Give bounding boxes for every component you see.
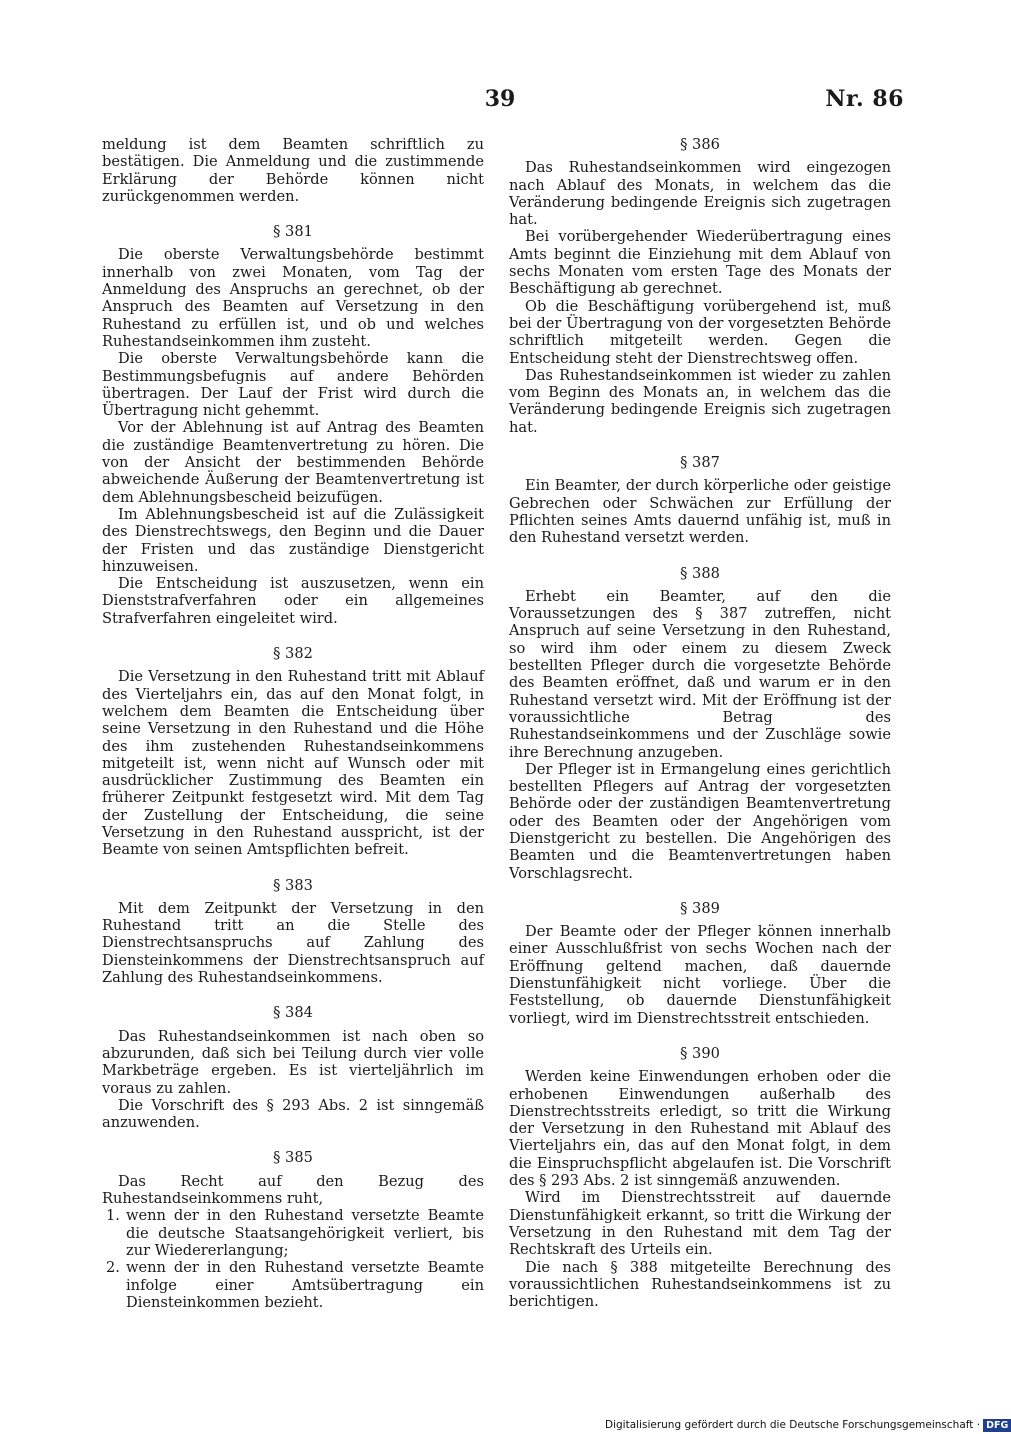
issue-number: Nr. 86 bbox=[825, 86, 904, 112]
paragraph: Die nach § 388 mitgeteilte Berechnung des voraussichtlichen Ruhestandseinkommens ist zu berichtigen. bbox=[509, 1258, 891, 1311]
paragraph: Das Ruhestandseinkommen ist nach oben so abzurunden, daß sich bei Teilung durch vier volle Markbeträge ergeben. Es ist vierteljährlich im voraus zu zahlen. bbox=[102, 1027, 484, 1097]
section-heading-382: § 382 bbox=[273, 645, 313, 663]
paragraph: Das Ruhestandseinkommen ist wieder zu zahlen vom Beginn des Monats an, in welchem das die Veränderung bedingende Ereignis sich zugetragen hat. bbox=[509, 366, 891, 436]
list-item bbox=[102, 1259, 484, 1311]
page-number: 39 bbox=[484, 86, 516, 112]
paragraph: Die Vorschrift des § 293 Abs. 2 ist sinngemäß anzuwenden. bbox=[102, 1096, 484, 1132]
digitization-footer bbox=[605, 1417, 1009, 1434]
left-column bbox=[102, 136, 484, 1311]
paragraph: Vor der Ablehnung ist auf Antrag des Beamten die zuständige Beamtenvertretung zu hören. Die von der Ansicht der bestimmenden Behörde abweichende Äußerung der Beamtenvertretung ist dem Ablehnungsbescheid beizufügen. bbox=[102, 419, 484, 506]
section-heading-390: § 390 bbox=[680, 1044, 720, 1062]
section-heading-389: § 389 bbox=[680, 899, 720, 917]
section-heading-381: § 381 bbox=[273, 223, 313, 241]
intro-paragraph: meldung ist dem Beamten schriftlich zu bestätigen. Die Anmeldung und die zustimmende Erklärung der Behörde können nicht zurückgenommen werden. bbox=[102, 136, 484, 205]
list-item-number: 2. bbox=[106, 1259, 120, 1277]
section-heading-387: § 387 bbox=[680, 454, 720, 472]
paragraph: Wird im Dienstrechtsstreit auf dauernde Dienstunfähigkeit erkannt, so tritt die Wirkung der Versetzung in den Ruhestand mit dem Tag der Rechtskraft des Urteils ein. bbox=[509, 1189, 891, 1259]
paragraph: Ob die Beschäftigung vorübergehend ist, muß bei der Übertragung von der vorgesetzten Behörde schriftlich mitgeteilt werden. Gegen die Entscheidung steht der Dienstrechtsweg offen. bbox=[509, 297, 891, 367]
paragraph: Der Pfleger ist in Ermangelung eines gerichtlich bestellten Pflegers auf Antrag der vorgesetzten Behörde oder der zuständigen Beamtenvertretung oder des Beamten oder der Angehörigen vom Dienstgericht zu bestellen. Die Angehörigen des Beamten und die Beamtenvertretungen haben Vorschlagsrecht. bbox=[509, 760, 891, 882]
paragraph: Die oberste Verwaltungsbehörde kann die Bestimmungsbefugnis auf andere Behörden übertragen. Der Lauf der Frist wird durch die Übertragung nicht gehemmt. bbox=[102, 350, 484, 420]
paragraph: Die Entscheidung ist auszusetzen, wenn ein Dienststrafverfahren oder ein allgemeines Strafverfahren eingeleitet wird. bbox=[102, 575, 484, 627]
section-heading-383: § 383 bbox=[273, 876, 313, 894]
section-heading-384: § 384 bbox=[273, 1004, 313, 1022]
section-heading-388: § 388 bbox=[680, 564, 720, 582]
paragraph: Das Recht auf den Bezug des Ruhestandseinkommens ruht, bbox=[102, 1172, 484, 1208]
paragraph: Die Versetzung in den Ruhestand tritt mit Ablauf des Vierteljahrs ein, das auf den Monat folgt, in welchem dem Beamten die Entscheidung über seine Versetzung in den Ruhestand und die Höhe des ihm zustehenden Ruhestandseinkommens mitgeteilt ist, wenn nicht auf Wunsch oder mit ausdrücklicher Zustimmung des Beamten ein früherer Zeitpunkt festgesetzt wird. Mit dem Tag der Zustellung der Entscheidung, die seine Versetzung in den Ruhestand ausspricht, ist der Beamte von seinen Amtspflichten befreit. bbox=[102, 668, 484, 859]
footer-credit-text: Digitalisierung gefördert durch die Deutsche Forschungsgemeinschaft · bbox=[605, 1419, 981, 1431]
dfg-logo: DFG bbox=[983, 1419, 1011, 1432]
paragraph: Der Beamte oder der Pfleger können innerhalb einer Ausschlußfrist von sechs Wochen nach der Eröffnung geltend machen, daß dauernde Dienstunfähigkeit nicht vorliege. Über die Feststellung, ob dauernde Dienstunfähigkeit vorliegt, wird im Dienstrechtsstreit entschieden. bbox=[509, 923, 891, 1027]
right-column bbox=[509, 136, 891, 1310]
numbered-list bbox=[102, 1207, 484, 1311]
paragraph: Werden keine Einwendungen erhoben oder die erhobenen Einwendungen außerhalb des Dienstrechtsstreits erledigt, so tritt die Wirkung der Versetzung in den Ruhestand mit Ablauf des Vierteljahrs ein, das auf den Monat folgt, in dem die Einspruchspflicht abgelaufen ist. Die Vorschrift des § 293 Abs. 2 ist sinngemäß anzuwenden. bbox=[509, 1068, 891, 1190]
paragraph: Erhebt ein Beamter, auf den die Voraussetzungen des § 387 zutreffen, nicht Anspruch auf seine Versetzung in den Ruhestand, so wird ihm oder einem zu diesem Zweck bestellten Pfleger durch die vorgesetzte Behörde des Beamten eröffnet, daß und warum er in den Ruhestand versetzt wird. Mit der Eröffnung ist der voraussichtliche Betrag des Ruhestandseinkommens und der Zuschläge sowie ihre Berechnung anzugeben. bbox=[509, 587, 891, 761]
paragraph: Bei vorübergehender Wiederübertragung eines Amts beginnt die Einziehung mit dem Ablauf von sechs Monaten vom ersten Tage des Monats der Beschäftigung ab gerechnet. bbox=[509, 228, 891, 298]
paragraph: Im Ablehnungsbescheid ist auf die Zulässigkeit des Dienstrechtswegs, den Beginn und die Dauer der Fristen und das zuständige Dienstgericht hinzuweisen. bbox=[102, 505, 484, 575]
list-item bbox=[102, 1207, 484, 1259]
list-item-text: wenn der in den Ruhestand versetzte Beamte die deutsche Staatsangehörigkeit verliert, bis zur Wiedererlangung; bbox=[126, 1207, 484, 1259]
section-heading-386: § 386 bbox=[680, 136, 720, 153]
list-item-text: wenn der in den Ruhestand versetzte Beamte infolge einer Amtsübertragung ein Diensteinkommen bezieht. bbox=[126, 1259, 484, 1311]
paragraph: Die oberste Verwaltungsbehörde bestimmt innerhalb von zwei Monaten, vom Tag der Anmeldung des Anspruchs an gerechnet, ob der Anspruch des Beamten auf Versetzung in den Ruhestand zu erfüllen ist, und ob und welches Ruhestandseinkommen ihm zusteht. bbox=[102, 246, 484, 350]
paragraph: Das Ruhestandseinkommen wird eingezogen nach Ablauf des Monats, in welchem das die Veränderung bedingende Ereignis sich zugetragen hat. bbox=[509, 159, 891, 229]
paragraph: Ein Beamter, der durch körperliche oder geistige Gebrechen oder Schwächen zur Erfüllung der Pflichten seines Amts dauernd unfähig ist, muß in den Ruhestand versetzt werden. bbox=[509, 477, 891, 547]
paragraph: Mit dem Zeitpunkt der Versetzung in den Ruhestand tritt an die Stelle des Dienstrechtsanspruchs auf Zahlung des Diensteinkommens der Dienstrechtsanspruch auf Zahlung des Ruhestandseinkommens. bbox=[102, 899, 484, 987]
section-heading-385: § 385 bbox=[273, 1149, 313, 1167]
list-item-number: 1. bbox=[106, 1207, 120, 1225]
page-header bbox=[0, 86, 1000, 122]
